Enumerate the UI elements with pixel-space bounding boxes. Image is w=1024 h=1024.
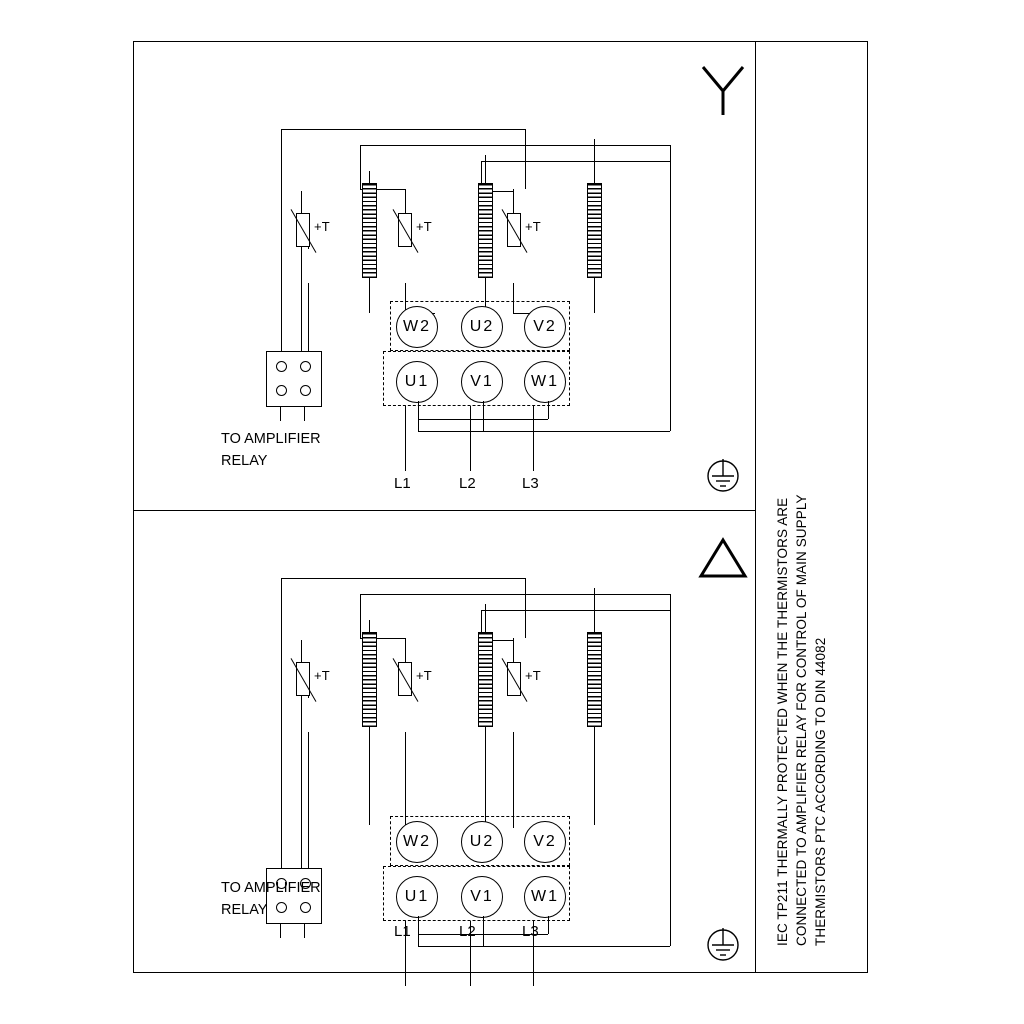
connector-pin <box>300 385 311 396</box>
delta-symbol <box>695 534 751 582</box>
wire <box>594 139 595 183</box>
wire <box>481 610 671 611</box>
earth-symbol <box>696 451 750 501</box>
wire <box>483 401 484 431</box>
wire <box>594 727 595 825</box>
note-column <box>755 41 868 973</box>
wire <box>418 916 419 946</box>
wire <box>280 924 281 938</box>
wire-l3 <box>533 406 534 471</box>
phase-label-l1: L1 <box>394 923 411 940</box>
star-y-symbol <box>693 61 753 117</box>
winding-coil <box>362 183 377 278</box>
thermistor-label: +T <box>314 668 330 683</box>
phase-label-l2: L2 <box>459 475 476 492</box>
terminal-u1[interactable]: U1 <box>396 361 438 403</box>
earth-symbol <box>696 920 750 970</box>
connector-pin <box>276 361 287 372</box>
note-line-1: IEC TP211 THERMALLY PROTECTED WHEN THE THERMISTORS ARE <box>775 497 790 946</box>
winding-coil <box>362 632 377 727</box>
terminal-w1[interactable]: W1 <box>524 876 566 918</box>
winding-coil <box>587 183 602 278</box>
wire <box>281 129 526 130</box>
thermistor-symbol <box>296 213 310 247</box>
terminal-u2[interactable]: U2 <box>461 821 503 863</box>
phase-label-l3: L3 <box>522 475 539 492</box>
wire <box>281 129 282 351</box>
terminal-w2[interactable]: W2 <box>396 821 438 863</box>
thermistor-label: +T <box>416 668 432 683</box>
thermistor-symbol <box>507 662 521 696</box>
thermistor-symbol <box>398 662 412 696</box>
wire <box>405 732 406 828</box>
amplifier-label-line1: TO AMPLIFIER <box>221 431 321 447</box>
wire <box>280 407 281 421</box>
phase-label-l2: L2 <box>459 923 476 940</box>
wire <box>308 732 309 868</box>
amplifier-label-line2-delta: RELAY <box>221 902 268 918</box>
diagram-panel-star <box>133 41 755 510</box>
wire <box>308 283 309 351</box>
thermistor-label: +T <box>314 219 330 234</box>
wire <box>594 278 595 313</box>
connector-pin <box>300 902 311 913</box>
wire <box>548 916 549 934</box>
wire <box>548 401 549 419</box>
terminal-u1[interactable]: U1 <box>396 876 438 918</box>
thermistor-label: +T <box>416 219 432 234</box>
wire <box>594 588 595 632</box>
wire <box>360 145 361 189</box>
connector-pin <box>276 385 287 396</box>
terminal-v1[interactable]: V1 <box>461 361 503 403</box>
wire <box>281 578 526 579</box>
phase-label-l3: L3 <box>522 923 539 940</box>
wire <box>670 594 671 946</box>
terminal-v2[interactable]: V2 <box>524 821 566 863</box>
wire <box>670 145 671 431</box>
amplifier-label-line2: RELAY <box>221 453 268 469</box>
thermistor-label: +T <box>525 219 541 234</box>
wire <box>483 916 484 946</box>
amplifier-label-line1-delta: TO AMPLIFIER <box>221 880 321 896</box>
amplifier-connector[interactable] <box>266 351 322 407</box>
connector-pin <box>276 902 287 913</box>
wire <box>281 578 282 868</box>
wire <box>485 155 486 183</box>
note-line-3: THERMISTORS PTC ACCORDING TO DIN 44082 <box>813 637 828 946</box>
wire <box>418 431 670 432</box>
wire <box>360 594 361 638</box>
note-line-2: CONNECTED TO AMPLIFIER RELAY FOR CONTROL OF MAIN SUPPLY <box>794 494 809 946</box>
winding-coil <box>478 183 493 278</box>
wire <box>481 161 671 162</box>
winding-coil <box>587 632 602 727</box>
wire <box>418 946 670 947</box>
terminal-u2[interactable]: U2 <box>461 306 503 348</box>
thermistor-symbol <box>507 213 521 247</box>
connector-pin <box>300 361 311 372</box>
wire <box>513 732 514 828</box>
winding-coil <box>478 632 493 727</box>
wire <box>360 594 670 595</box>
wire <box>360 145 670 146</box>
wire <box>485 604 486 632</box>
terminal-v2[interactable]: V2 <box>524 306 566 348</box>
wire <box>369 727 370 825</box>
wire <box>418 401 419 431</box>
wire-l1 <box>405 406 406 471</box>
thermistor-label: +T <box>525 668 541 683</box>
wire <box>525 578 526 638</box>
wire <box>525 129 526 189</box>
phase-label-l1: L1 <box>394 475 411 492</box>
wire <box>485 727 486 825</box>
terminal-w2[interactable]: W2 <box>396 306 438 348</box>
thermistor-symbol <box>398 213 412 247</box>
wire <box>369 278 370 313</box>
terminal-v1[interactable]: V1 <box>461 876 503 918</box>
wire <box>304 407 305 421</box>
terminal-w1[interactable]: W1 <box>524 361 566 403</box>
wire <box>304 924 305 938</box>
thermistor-symbol <box>296 662 310 696</box>
wire-l2 <box>470 406 471 471</box>
amplifier-connector[interactable] <box>266 868 322 924</box>
